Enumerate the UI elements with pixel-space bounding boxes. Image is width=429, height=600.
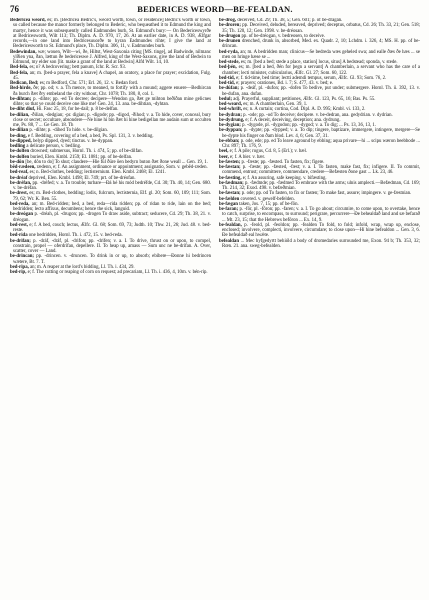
entry-definition: p. ode, ede; pp. ed To leave aground by ebbing; aqua privare—hi ... scipu wæron beebbode ... Chr. 897; Th. 176, 9. — [222, 138, 420, 149]
entry-definition: an; m. A reaper at the lord's bidding, Ll. Th. i. 434, 29. — [30, 264, 135, 270]
entry-definition: e; f. An assuring, safe keeping. v. bifæsting. — [242, 175, 327, 181]
headword: be-diht diuf, — [10, 107, 36, 113]
entry-definition: an; m. A bedridden man; clinicus—Se bedreda wæs geheled swa; and ealle ðæs ðe hæs ... se men on hringe hæse se ... — [222, 49, 420, 60]
entry-definition: belyp dipped, dyed; tinctus. v. be-dyppan. — [32, 138, 114, 144]
dictionary-entry — [219, 86, 420, 97]
entry-definition: p. -dréah, pl. -drugon; pp. -drogen To draw aside, subtract; seducere, Cd. 29; Th. 38, 21. v. dréogan. — [13, 212, 211, 223]
entry-definition: p. -dráf, -dráf, pl. -drifon; pp. -drifen; v. a. I. To drive, thrust on or upon, to compel, constrain, propel — oferdrifan, depellere. II. To heap up, amass — Sum unc ne be-drifan. A. Over, scatter, cover — Land. — [13, 238, 211, 254]
entry-definition: an; m. Bed-ridden; bed, a bed, reda—rida ridden; pp. of ridan to ride, lain on the bed; bedridden; lecto affixus, decumbens; hence the sick, languid. — [13, 201, 211, 212]
right-column — [219, 18, 420, 598]
entry-definition: es; n. A curtain; cortina, Cod. Dipl. A. D. 995; Kmbl. vi. 133, 2. — [243, 107, 366, 113]
entry-definition: es; m. [bed a bed, ðén for þegn a servant] A chamberlain, a servant who has the care of a chamber; lecti minister, cubicularius, Ælfc. Gl. 27; Som. 60, 122. — [222, 65, 420, 76]
headword: be-dolfen — [10, 149, 30, 155]
headword: Bed-fela, — [10, 70, 29, 76]
headword: be-ding, — [10, 133, 27, 139]
entry-definition: taken, Jos. 7, 15; pp. of be-fôn. — [239, 201, 299, 207]
dictionary-entry — [10, 239, 211, 255]
headword: Bed-fela, — [10, 65, 29, 71]
headword: befealdan — [219, 238, 239, 244]
entry-definition: e; f. The cutting or reaping of corn on request; ad precariam, Ll. Th. i. 436, 4, 10m. v. bén-rip. — [27, 270, 208, 275]
headword: bed-þén, — [219, 65, 237, 71]
headword: be-ebban; — [219, 138, 240, 144]
headword: bêd-rædeen, — [10, 165, 36, 170]
headword: be-drest, — [10, 191, 28, 197]
dictionary-entry — [10, 97, 211, 108]
entry-definition: p. -fædmde; pp. -fædmed To embrace with the arms; ulnis amplecti.—Befædman, Cd. 169; Th. 214, 32; Exod. 498. v. befæðmian. — [222, 180, 420, 191]
dictionary-entry — [10, 18, 211, 50]
headword: be-fæsten; — [219, 159, 241, 165]
entry-definition: p. -feold, pl. -feoldon; pp. -fealden To fold, to fold; infold, wrap, wrap up, enclose, enclosed; involvere, complecti, involvere, circumdare; to close upon—Hí hine befealdon ... Gen. 3, 6. Ðe befealdað eal hwǽte. — [222, 222, 420, 239]
dictionary-entry — [10, 202, 211, 213]
entry-definition: p. ode; pp. od To fasten, to fix or fasten; To make fast, assure; impingere. v. ge-fæstnian. — [241, 191, 412, 197]
dictionary-entry — [10, 270, 211, 275]
dictionary-entry — [10, 113, 211, 129]
entry-definition: es; m Bedford, Chr. 571; Erl. 26, 12. v. Bedan ford. — [39, 81, 139, 86]
entry-definition: es; m. [Bedricea Bedric's, weord worth, town, or residence] Bedric's worth or town, so called because the manor formerly belonged to Bederic, who bequeathed it to Edmund the king and martyr, hence it was subsequently called Eadmundes burh, St. Edmund's bury:— On Bedericeswyrðe at Bedricesworth, Wilt 113; Th. Diplm. A. D. 970, 17, 26. At an earlier date, in A. D. 938, Ælfgar records,—in one land into Bedricesuuorðe to hyran Eadmundes rihte; I give the land at Bedericesworth to St. Edmund's place, Th. Diplm. 306, 11, v. Eadmundes burh. — [13, 18, 211, 50]
entry-definition: pp. of be-dréogan, v. bedreosen, to deceive. — [241, 33, 325, 39]
headword: be-fæstan; — [219, 165, 241, 170]
dictionary-entry — [10, 254, 211, 265]
dictionary-entry — [10, 50, 211, 66]
running-head: BEDERICES WEORD—BE-FEALDAN. — [137, 4, 293, 14]
entry-definition: es; m. A chamberlain, Gen. 39, 1. — [243, 102, 308, 107]
headword: Bedewindan, — [10, 49, 37, 55]
headword: be-dréaf — [10, 175, 28, 181]
headword: be-drugon — [219, 33, 241, 39]
headword: be-fealdan, — [219, 222, 242, 228]
dictionary-entry — [10, 223, 211, 234]
dictionary-entry — [10, 71, 211, 82]
headword: bedling — [10, 144, 26, 149]
headword: be-drunen — [219, 39, 241, 44]
headword: bed-rip, — [10, 270, 27, 275]
entry-definition: e; f. A pile; rogus, Cd. 8, 5 (Erl.); v. bæl. — [229, 149, 308, 155]
headword: bed-reaf, — [10, 170, 29, 176]
entry-definition: p. -dihte; pp. -ed To decree; decipere—Wendon ga, ðæt ge mihton beðiðan mine gelicnes dihte; so that ye could deceive one like me! Gen. 24, 13. ana. be-dihtian, -dyhtan. — [13, 96, 211, 107]
headword: be-dilian — [10, 128, 29, 134]
left-column — [10, 18, 211, 598]
entry-definition: e; prayers; orationes, Bd. i. 7; S. 477, 43. v. bed; e. — [236, 81, 334, 86]
entry-definition: buried, Elen. Kmbl. 2159; El. 1081; pp. of be-delfan. — [30, 154, 133, 160]
dictionary-entry — [219, 165, 420, 176]
headword: be-dôn — [10, 159, 25, 165]
entry-definition: p. -fæste; pp. -fæsted, -fæst; v. a. I. To fasten, make fast, fix; infigere. II. To commit, commend, entrust; committere, commendare, credere—Befæsten ðone gast ... Lk. 23, 46. — [222, 165, 420, 176]
headword: bed-ripa, — [10, 264, 29, 270]
entry-definition: e f. Bedding, covering of a bed, a bed, Ps. Spl. 131, 3. v. bedding. — [27, 133, 154, 139]
headword: bed-ryda, — [219, 49, 239, 55]
dictionary-entry — [219, 239, 420, 250]
headword: Bedericea weord, — [10, 18, 46, 23]
headword: bed-reda, — [10, 201, 30, 207]
entry-definition: adj. Prayerful, suppliant; petitiones, Ælfc. Gl. 123, Ps. 65, 16; Bas. Ps. 55. — [233, 96, 376, 102]
headword: be-drifan; — [10, 238, 31, 244]
entry-definition: p. -ode; pp. -od To deceive; decipere. v. be-dedran, ana. gedydrian. v. dydrian. — [243, 112, 393, 118]
dictionary-entry — [219, 207, 420, 223]
entry-definition: ... Mec hyfgedyrtt behióld a body of dromedaries surrounded me, Exon. 94 b; Th. 353, 32; Rœn. 21. ana. sweg-befealden. — [222, 238, 420, 249]
entry-definition: [be, dôn to do] To shut; claudere—Hie fül ðüre ôen bedyrn buton ðæt ðone weall ... Gen. 19, 1. — [25, 159, 208, 165]
entry-definition: drowned; submersus, Hornl. Th. i. 474, 5; pp. of be-dilfan. — [30, 149, 143, 155]
dictionary-entry — [10, 181, 211, 192]
headword: bed-stede, — [219, 60, 240, 65]
headword: be-fæstan; — [219, 191, 241, 197]
headword: be-dyppan; — [219, 128, 243, 134]
entry-definition: ðe; pp. od; v. a. Th mence, to meaned, to fortify with a mound; aggere enuere—Bedhircan ða burch ðæt ðry embeland the city without, Chr. 1078; Th. 180, 8, col. 1. — [13, 86, 211, 97]
columns — [10, 18, 420, 598]
entry-definition: p. -dygode, pl. -dygodon; pp. -dygod; v. a. To dig; ... Ps. 13, 36, 13, 1. — [242, 123, 377, 128]
headword: be-dréfan, — [10, 180, 32, 186]
headword: be-dreógan — [10, 212, 34, 218]
entry-definition: deprived, Elen. Kmbl. 1498; El. 749; prt. of be-dréofan. — [28, 175, 136, 181]
headword: Bed-hirde, — [10, 86, 32, 92]
headword: be-dydrung, — [219, 117, 245, 123]
headword: bed-weard, — [219, 102, 243, 107]
entry-definition: pp. Deceived, deluded, bereaved, deprived; deceptus, orbatus, Cd. 26; Th. 33, 21; Gen. 518; 35; Th. 120, 12; Gen. 1998. v. be-dréosan. — [222, 23, 420, 34]
entry-definition: covered. v. gewelf-befelden. — [240, 196, 295, 202]
dictionary-entry — [10, 86, 211, 97]
headword: be-drincan; — [10, 254, 34, 260]
page-header — [10, 4, 420, 15]
headword: be-dygian; — [219, 123, 241, 128]
headword: be-drog, — [219, 18, 237, 23]
dictionary-entry — [10, 212, 211, 223]
page-number: 76 — [10, 4, 19, 14]
headword: be-faran; — [219, 207, 239, 212]
dictionary-entry — [10, 191, 211, 202]
dictionary-entry — [219, 181, 420, 192]
dictionary-entry — [219, 128, 420, 139]
entry-definition: drenched, drunk in, absorbed, Med. ex. Quadr. 2, 10; Lchdm. i. 326, 4; MS. H. pp. of be-drincan. — [222, 39, 420, 50]
headword: be-fædman; — [219, 180, 244, 186]
headword: bed-tid, — [219, 81, 235, 86]
entry-definition: es; n. Bed-clothes, bedding; lectisternium. Elen. Kmbl. 2468; El. 1241. — [29, 170, 166, 176]
dictionary-entry — [219, 23, 420, 34]
entry-definition: e; f. A bier. v. bær. — [230, 154, 266, 160]
dictionary-entry — [219, 223, 420, 239]
headword: be-dydran; — [219, 112, 242, 118]
entry-definition: p. -fôr, pl. -fôron; pp. -faren; v. a. I. To go about; circumire, to come upon, to overtake, hence to catch, surprise, to encompass, to surround; perigrare, percurrere—Ðe behealdað land and sæ befarað ... Mt. 23, 15; that the Hebrews befōron ... Ex. 14, 9. — [222, 207, 420, 223]
entry-definition: rædenn, e; f. An assignment, ordinance or appointment; assignatio, Som. v. gebêd-ræden. — [36, 165, 208, 170]
headword: be-fægan — [219, 201, 238, 207]
entry-definition: pp. -dréfed; v. a. To trouble; turbare—Ðá hé his mód bedréfde, Cd. 30; Th. 40, 14; Gen. 680. v. be-dréfan. — [13, 180, 211, 191]
headword: Bedican, Bed; — [10, 81, 39, 86]
headword: be-droren; — [219, 23, 241, 29]
headword: bed-tid, — [219, 75, 235, 81]
entry-definition: deceived, Cd. 29; Th. 38, 5; Gen. 601; p. of be-dragan. — [237, 18, 343, 23]
entry-definition: Hi. Fasc 25, 18, for be-dail; p. 8 be-delfan. — [36, 107, 119, 113]
dictionary-entry — [219, 139, 420, 150]
entry-definition: p. -fæste; pp. -fæsted. To fasten, fix; figere. — [241, 159, 325, 165]
headword: be-fæsting, — [219, 175, 242, 181]
headword: bed-rest, — [10, 222, 28, 228]
dictionary-entry — [219, 65, 420, 76]
headword: be-fælden — [219, 196, 240, 202]
headword: be-dúfan; — [219, 86, 239, 92]
headword: bed-whrift, — [219, 107, 243, 113]
entry-definition: wæ; wouen, Wilt—wi, ðe, Hiltst, West-Saxonia citing [MS. tinge], ad Badwinde, nilmanc ylðien yna, ðan, lættun ðe bedericeswe J. Alfred, king of the West-Saxons, give the land of Bedwin to Edmund, my elder son [lit. make a grant of the land at Bedwin] Alfd Wilt. 14, 10. — [13, 49, 211, 65]
entry-definition: p. -dypte; pp. -dypped; v. a. To dip; tingere, baptizare, immergere, intingere, mergere—Se be-dypte his finger on ðam blod. Lev. 4, 6; Gen. 37, 31. — [222, 128, 420, 139]
entry-definition: pp. -drincen. v. -druncen. To drink in or up, to absorb; ebibere—Ðonne hi bedrincen wætere, Bt. 7. T. — [13, 254, 211, 265]
headword: beel, — [219, 149, 229, 155]
entry-definition: one bedridden, Hornl. Th. i. 472, 15. v. bed-reda. — [28, 233, 123, 239]
headword: be-dipped, — [10, 138, 32, 144]
entry-definition: e; f. A bed, couch; lectus, Ælfc. Gl. 68; Som. 69, 73; Judth. 10; Thw. 21, 26; Jud. 48. v. bed-reste. — [13, 222, 211, 233]
entry-definition: es; m. [bed a bed; stede a place, station] locus, situs] A bedstead; sponda, v. stede. — [240, 60, 398, 65]
entry-definition: p. -deáf, pl. -dufon; pp. -dofen To bedive, put under; submergere. Hornl. Th. ii. 392, 13. v. be-dufan, ana. dufan. — [222, 86, 420, 97]
entry-definition: es; m. Bed-clothes, bedding; lodix, fulcrum, lectisternia, Elf. gl. 20; Som. 60, 109; 111; Som. 79, 62; Wr. K. Ben. 55. — [13, 191, 211, 202]
headword: beer, — [219, 154, 229, 160]
entry-definition: e; f. tid-time, bed time; lectti ademdi tempus, serum, Ælfc. Gl. 93; Som. 76, 2. — [236, 75, 387, 81]
headword: be-dihtan; — [10, 96, 32, 102]
entry-definition: e; f. A deceit, deceiving, deception; ana. dydrung. — [245, 117, 341, 123]
entry-definition: a delicate person, v. bedling. — [26, 144, 82, 149]
entry-definition: es; n? A bedcovering; bett panum, Ichr. R. Scr. 93. — [29, 65, 126, 71]
dictionary-entry — [219, 39, 420, 50]
headword: bedul; — [219, 96, 233, 102]
headword: bed-rida — [10, 233, 28, 239]
headword: be-dolfen — [10, 154, 30, 160]
entry-definition: -ðilian, -dedgian; -pr. digian; p. -digode; pp. -digod, -ðihod; v. a. To hide, cover, conceal, bury close or secret; occultare, absondere—Ne hine hi bin ðæt hi hine bedigellan me audain sum ut occulten me, Ps. 88, 7 ... Ge Gen. 18. Th — [13, 112, 211, 128]
entry-definition: an; m. [bed-a prayer, fela a knave] A chapel, an oratory, a place for prayer; excidation, Fulg. 45. — [13, 70, 211, 81]
entry-definition: p. -dihte; p. -dihed To hide. v. be-dilgian. — [29, 128, 109, 134]
headword: be-dilian, — [10, 112, 30, 118]
dictionary-entry — [219, 50, 420, 61]
